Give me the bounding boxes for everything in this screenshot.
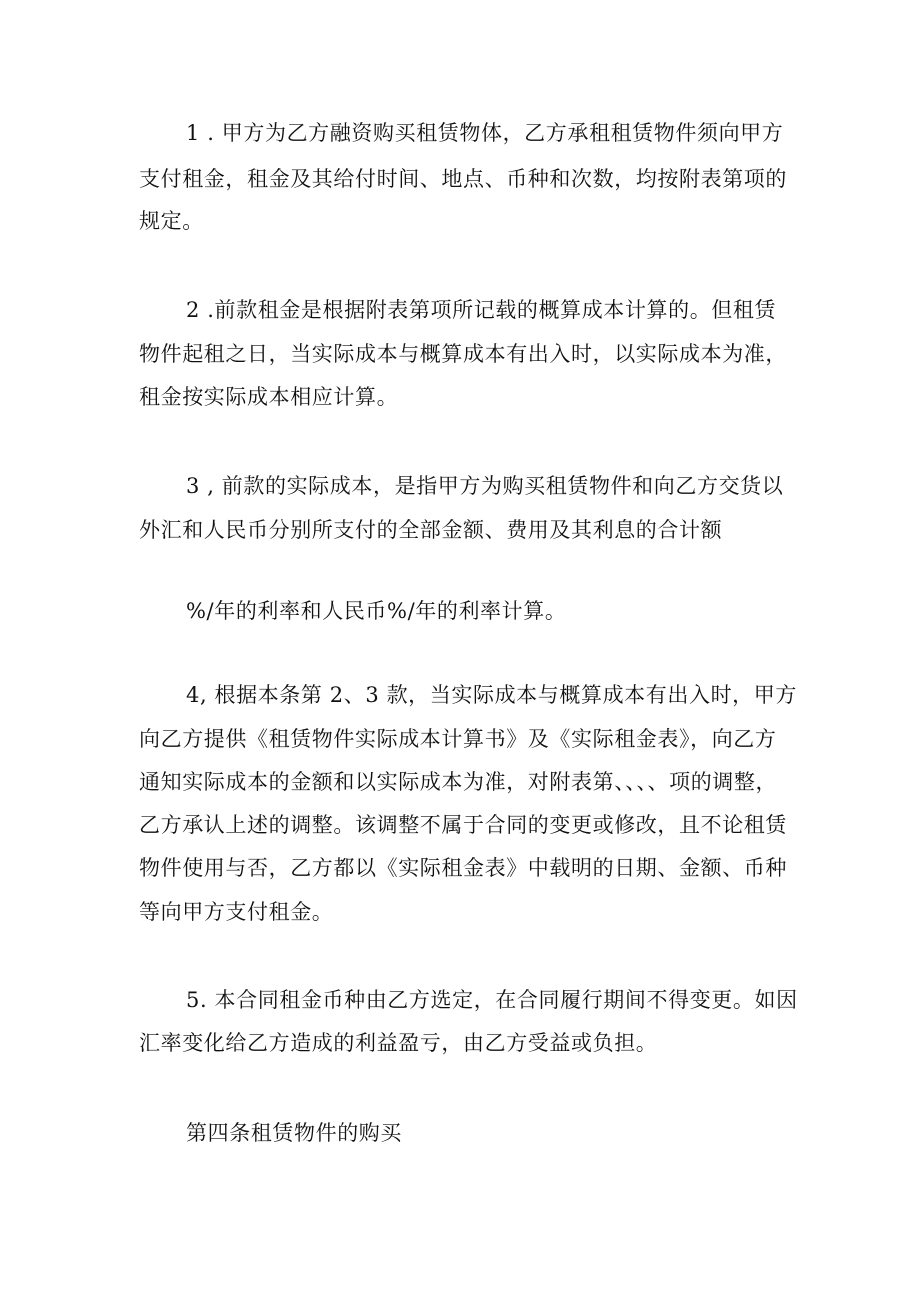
paragraph-2-line-1: 2 .前款租金是根据附表第项所记载的概算成本计算的。但租赁 bbox=[186, 298, 777, 322]
paragraph-1-line-1: 1 . 甲方为乙方融资购买租赁物体，乙方承租租赁物件须向甲方 bbox=[186, 121, 784, 145]
paragraph-2-line-3: 租金按实际成本相应计算。 bbox=[139, 385, 399, 409]
paragraph-4-line-3: 通知实际成本的金额和以实际成本为准，对附表第、、、、项的调整， bbox=[139, 770, 778, 794]
paragraph-1-line-2: 支付租金，租金及其给付时间、地点、币种和次数，均按附表第项的 bbox=[139, 167, 787, 191]
paragraph-4-line-5: 物件使用与否，乙方都以《实际租金表》中载明的日期、金额、币种 bbox=[139, 856, 787, 880]
paragraph-3-line-2: 外汇和人民币分别所支付的全部金额、费用及其利息的合计额 bbox=[139, 518, 723, 542]
paragraph-4-line-1: 4, 根据本条第 2、3 款，当实际成本与概算成本有出入时，甲方 bbox=[186, 683, 797, 707]
paragraph-5-line-2: 汇率变化给乙方造成的利益盈亏，由乙方受益或负担。 bbox=[139, 1031, 658, 1055]
paragraph-4-line-6: 等向甲方支付租金。 bbox=[139, 900, 334, 924]
paragraph-3-line-1: 3 , 前款的实际成本，是指甲方为购买租赁物件和向乙方交货以 bbox=[186, 474, 784, 498]
paragraph-1-line-3: 规定。 bbox=[139, 209, 204, 233]
section-heading: 第四条租赁物件的购买 bbox=[186, 1121, 402, 1145]
paragraph-4-line-2: 向乙方提供《租赁物件实际成本计算书》及《实际租金表》，向乙方 bbox=[139, 727, 777, 751]
paragraph-2-line-2: 物件起租之日，当实际成本与概算成本有出入时，以实际成本为准， bbox=[139, 342, 787, 366]
paragraph-5-line-1: 5. 本合同租金币种由乙方选定，在合同履行期间不得变更。如因 bbox=[186, 988, 798, 1012]
paragraph-3b-line-1: %/年的利率和人民币%/年的利率计算。 bbox=[186, 599, 567, 623]
paragraph-4-line-4: 乙方承认上述的调整。该调整不属于合同的变更或修改，且不论租赁 bbox=[139, 813, 787, 837]
